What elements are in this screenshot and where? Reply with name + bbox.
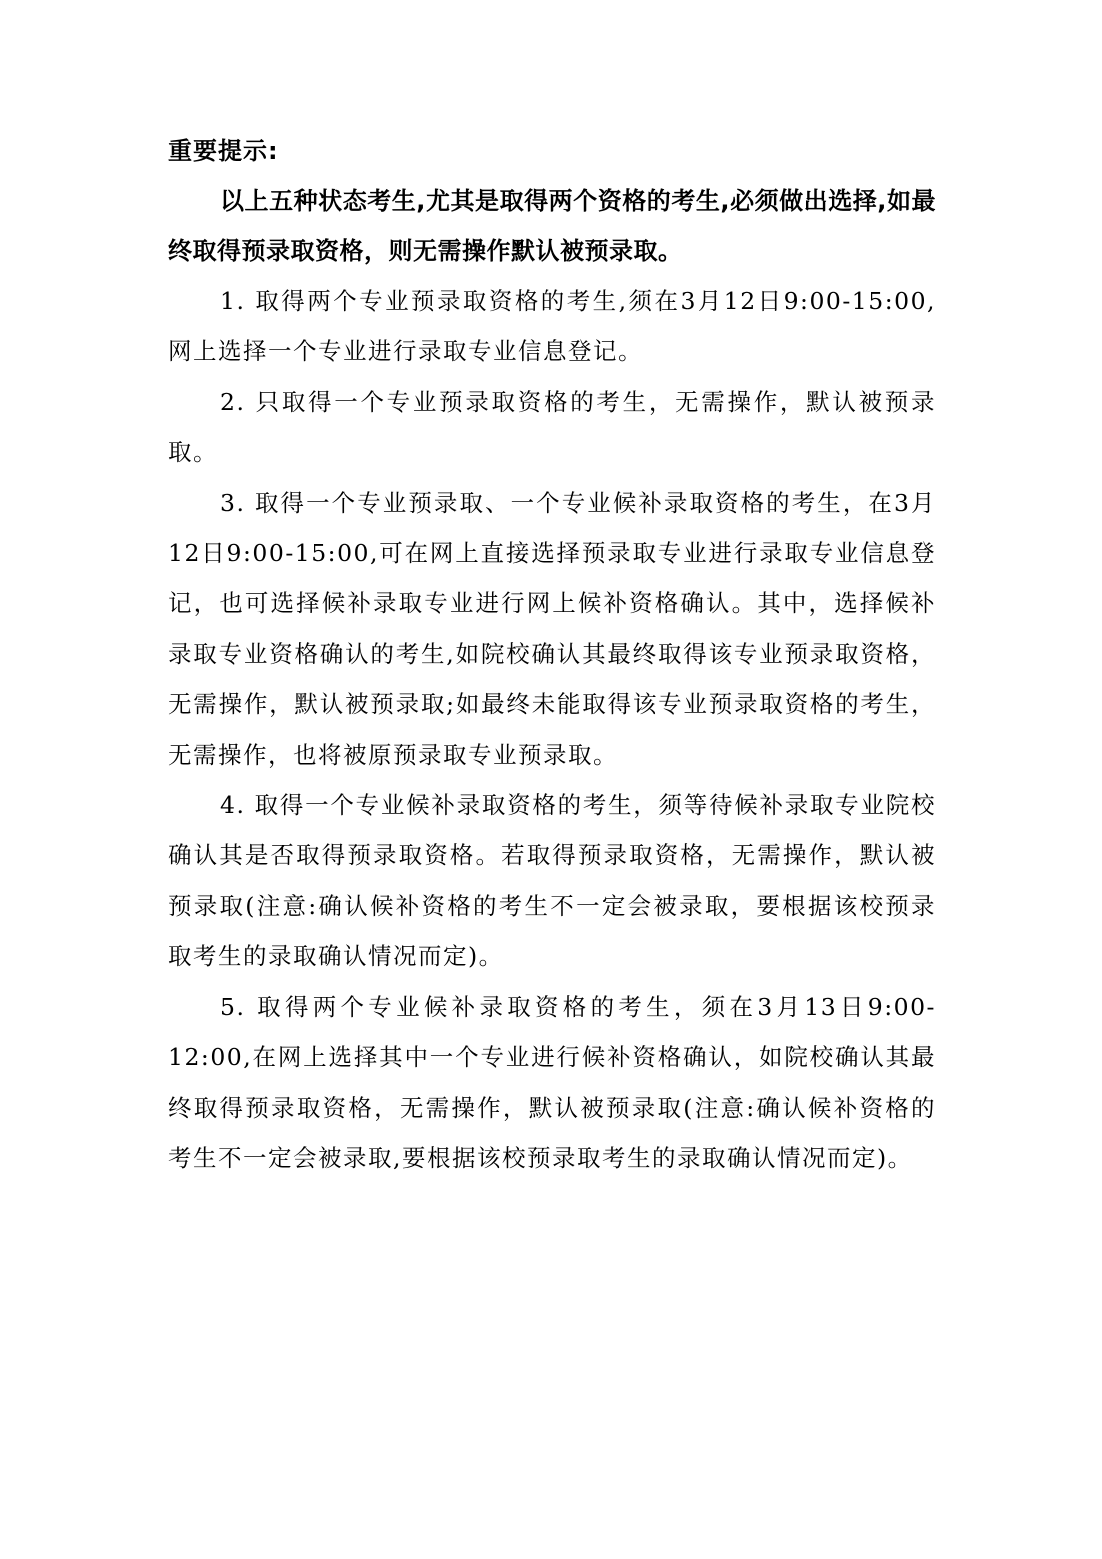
notice-item-3: 3. 取得一个专业预录取、一个专业候补录取资格的考生，在3月12日9:00-15:00,可在网上直接选择预录取专业进行录取专业信息登记，也可选择候补录取专业进行网上候补资格确认。其中，选择候补录取专业资格确认的考生,如院校确认其最终取得该专业预录取资格，无需操作，默认被预录取;如最终未能取得该专业预录取资格的考生，无需操作，也将被原预录取专业预录取。	[168, 488, 936, 769]
document-body	[168, 126, 936, 1183]
notice-item-4: 4. 取得一个专业候补录取资格的考生，须等待候补录取专业院校确认其是否取得预录取资格。若取得预录取资格，无需操作，默认被预录取(注意:确认候补资格的考生不一定会被录取，要根据该校预录取考生的录取确认情况而定)。	[168, 791, 936, 971]
notice-item-5: 5. 取得两个专业候补录取资格的考生，须在3月13日9:00-12:00,在网上选择其中一个专业进行候补资格确认，如院校确认其最终取得预录取资格，无需操作，默认被预录取(注意:确认候补资格的考生不一定会被录取,要根据该校预录取考生的录取确认情况而定)。	[168, 992, 936, 1172]
notice-item-1: 1. 取得两个专业预录取资格的考生,须在3月12日9:00-15:00,网上选择一个专业进行录取专业信息登记。	[168, 287, 936, 366]
notice-item-2: 2. 只取得一个专业预录取资格的考生，无需操作，默认被预录取。	[168, 387, 936, 467]
notice-heading: 重要提示:	[168, 137, 279, 165]
notice-summary: 以上五种状态考生,尤其是取得两个资格的考生,必须做出选择,如最终取得预录取资格，则无需操作默认被预录取。	[168, 187, 936, 265]
